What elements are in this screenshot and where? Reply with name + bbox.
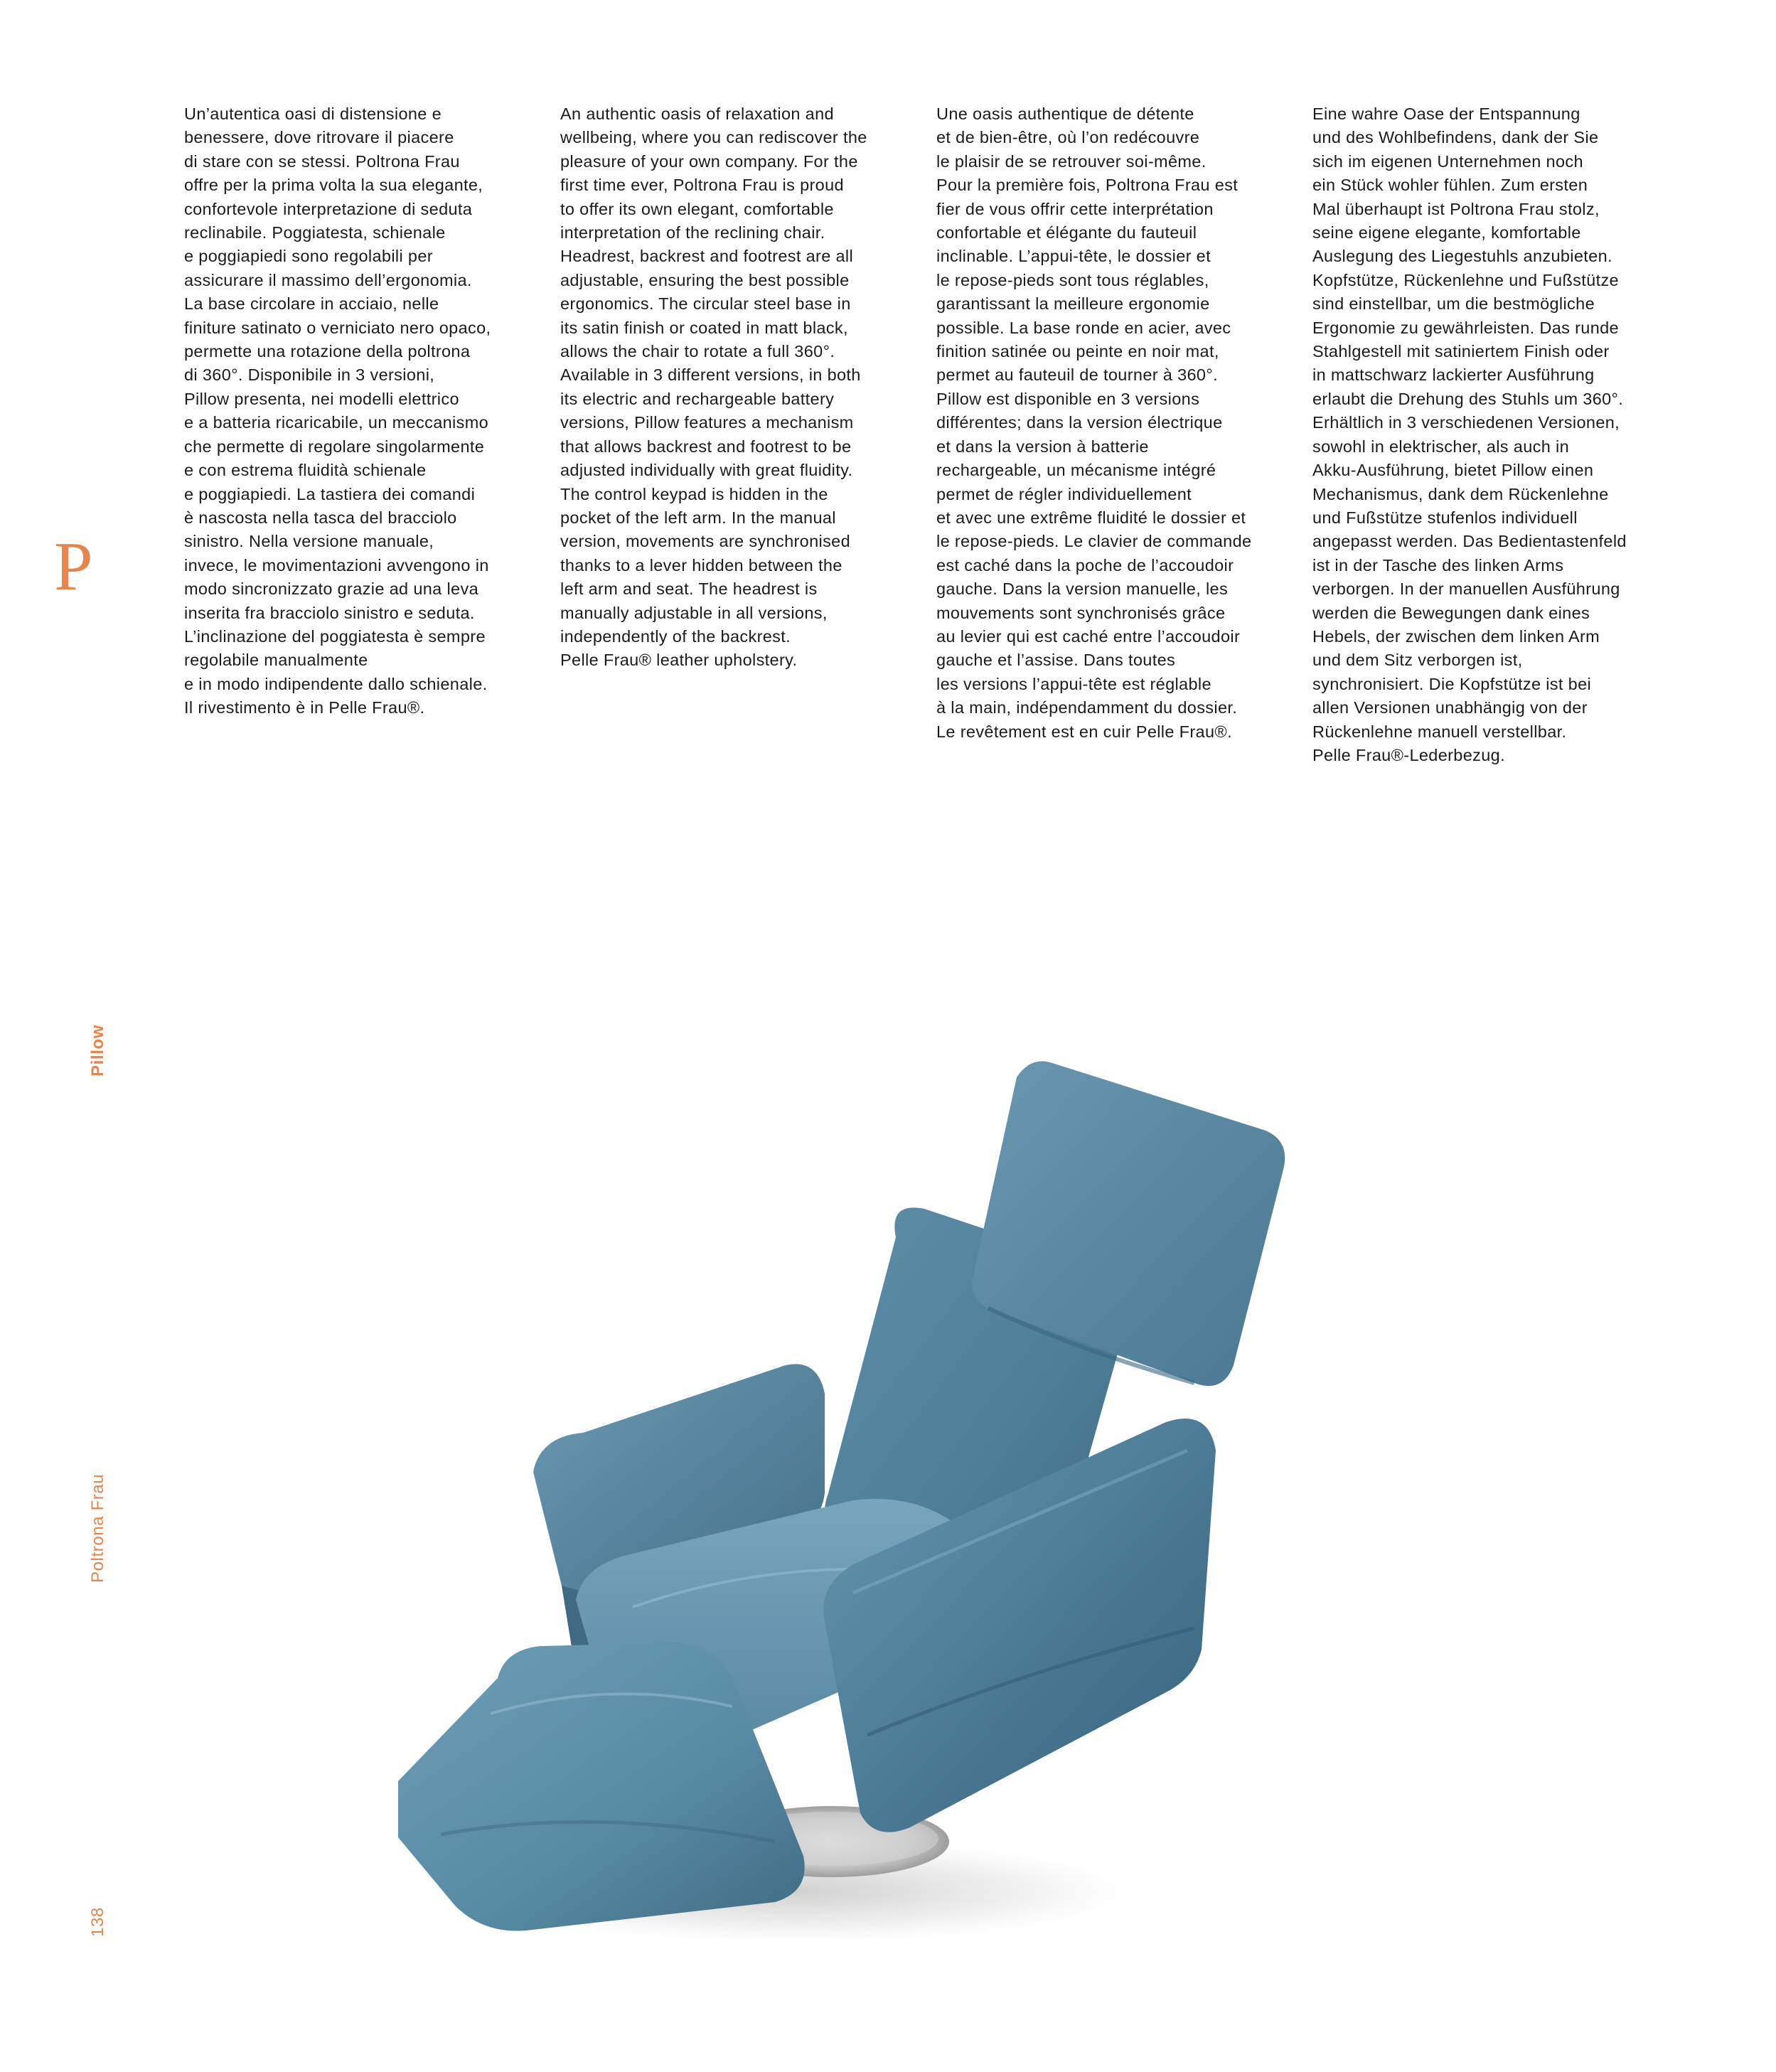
product-title: Pillow <box>88 1025 107 1077</box>
brand-name: Poltrona Frau <box>88 1473 107 1583</box>
section-initial: P <box>54 528 93 605</box>
text-column-italian: Un’autentica oasi di distensione e benessere, dove ritrovare il piacere di stare con se stessi. Poltrona Frau offre per la prima volta la sua elegante, confortevole interpretazione di seduta reclinabile. Poggiatesta, schienale e poggiapiedi sono regolabili per assicurare il massimo dell’ergonomia. La base circolare in acciaio, nelle finiture satinato o verniciato nero opaco, permette una rotazione della poltrona di 360°. Disponibile in 3 versioni, Pillow presenta, nei modelli elettrico e a batteria ricaricabile, un meccanismo che permette di regolare singolarmente e con estrema fluidità schienale e poggiapiedi. La tastiera dei comandi è nascosta nella tasca del bracciolo sinistro. Nella versione manuale, invece, le movimentazioni avvengono in modo sincronizzato grazie ad una leva inserita fra bracciolo sinistro e seduta. L’inclinazione del poggiatesta è sempre regolabile manualmente e in modo indipendente dallo schienale. Il rivestimento è in Pelle Frau®. <box>184 105 491 717</box>
chair-photo <box>398 1038 1365 1962</box>
page-number: 138 <box>88 1907 107 1937</box>
text-column-german: Eine wahre Oase der Entspannung und des Wohlbefindens, dank der Sie sich im eigenen Unternehmen noch ein Stück wohler fühlen. Zum ersten Mal überhaupt ist Poltrona Frau stolz, seine eigene elegante, komfortable Auslegung des Liegestuhls anzubieten. Kopfstütze, Rückenlehne und Fußstütze sind einstellbar, um die bestmögliche Ergonomie zu gewährleisten. Das runde Stahlgestell mit satiniertem Finish oder in mattschwarz lackierter Ausführung erlaubt die Drehung des Stuhls um 360°. Erhältlich in 3 verschiedenen Versionen, sowohl in elektrischer, als auch in Akku-Ausführung, bietet Pillow einen Mechanismus, dank dem Rückenlehne und Fußstütze stufenlos individuell angepasst werden. Das Bedientastenfeld ist in der Tasche des linken Arms verborgen. In der manuellen Ausführung werden die Bewegungen dank eines Hebels, der zwischen dem linken Arm und dem Sitz verborgen ist, synchronisiert. Die Kopfstütze ist bei allen Versionen unabhängig von der Rückenlehne manuell verstellbar. Pelle Frau®-Lederbezug. <box>1312 105 1627 764</box>
text-column-french: Une oasis authentique de détente et de bien-être, où l’on redécouvre le plaisir de se retrouver soi-même. Pour la première fois, Poltrona Frau est fier de vous offrir cette interprétation confortable et élégante du fauteuil inclinable. L’appui-tête, le dossier et le repose-pieds sont tous réglables, garantissant la meilleure ergonomie possible. La base ronde en acier, avec finition satinée ou peinte en noir mat, permet au fauteuil de tourner à 360°. Pillow est disponible en 3 versions différentes; dans la version électrique et dans la version à batterie rechargeable, un mécanisme intégré permet de régler individuellement et avec une extrême fluidité le dossier et le repose-pieds. Le clavier de commande est caché dans la poche de l’accoudoir gauche. Dans la version manuelle, les mouvements sont synchronisés grâce au levier qui est caché entre l’accoudoir gauche et l’assise. Dans toutes les versions l’appui-tête est réglable à la main, indépendamment du dossier. Le revêtement est en cuir Pelle Frau®. <box>936 105 1252 741</box>
text-column-english: An authentic oasis of relaxation and wellbeing, where you can rediscover the pleasure of your own company. For the first time ever, Poltrona Frau is proud to offer its own elegant, comfortable interpretation of the reclining chair. Headrest, backrest and footrest are all adjustable, ensuring the best possible ergonomics. The circular steel base in its satin finish or coated in matt black, allows the chair to rotate a full 360°. Available in 3 different versions, in both its electric and rechargeable battery versions, Pillow features a mechanism that allows backrest and footrest to be adjusted individually with great fluidity. The control keypad is hidden in the pocket of the left arm. In the manual version, movements are synchronised thanks to a lever hidden between the left arm and seat. The headrest is manually adjustable in all versions, independently of the backrest. Pelle Frau® leather upholstery. <box>560 105 867 670</box>
